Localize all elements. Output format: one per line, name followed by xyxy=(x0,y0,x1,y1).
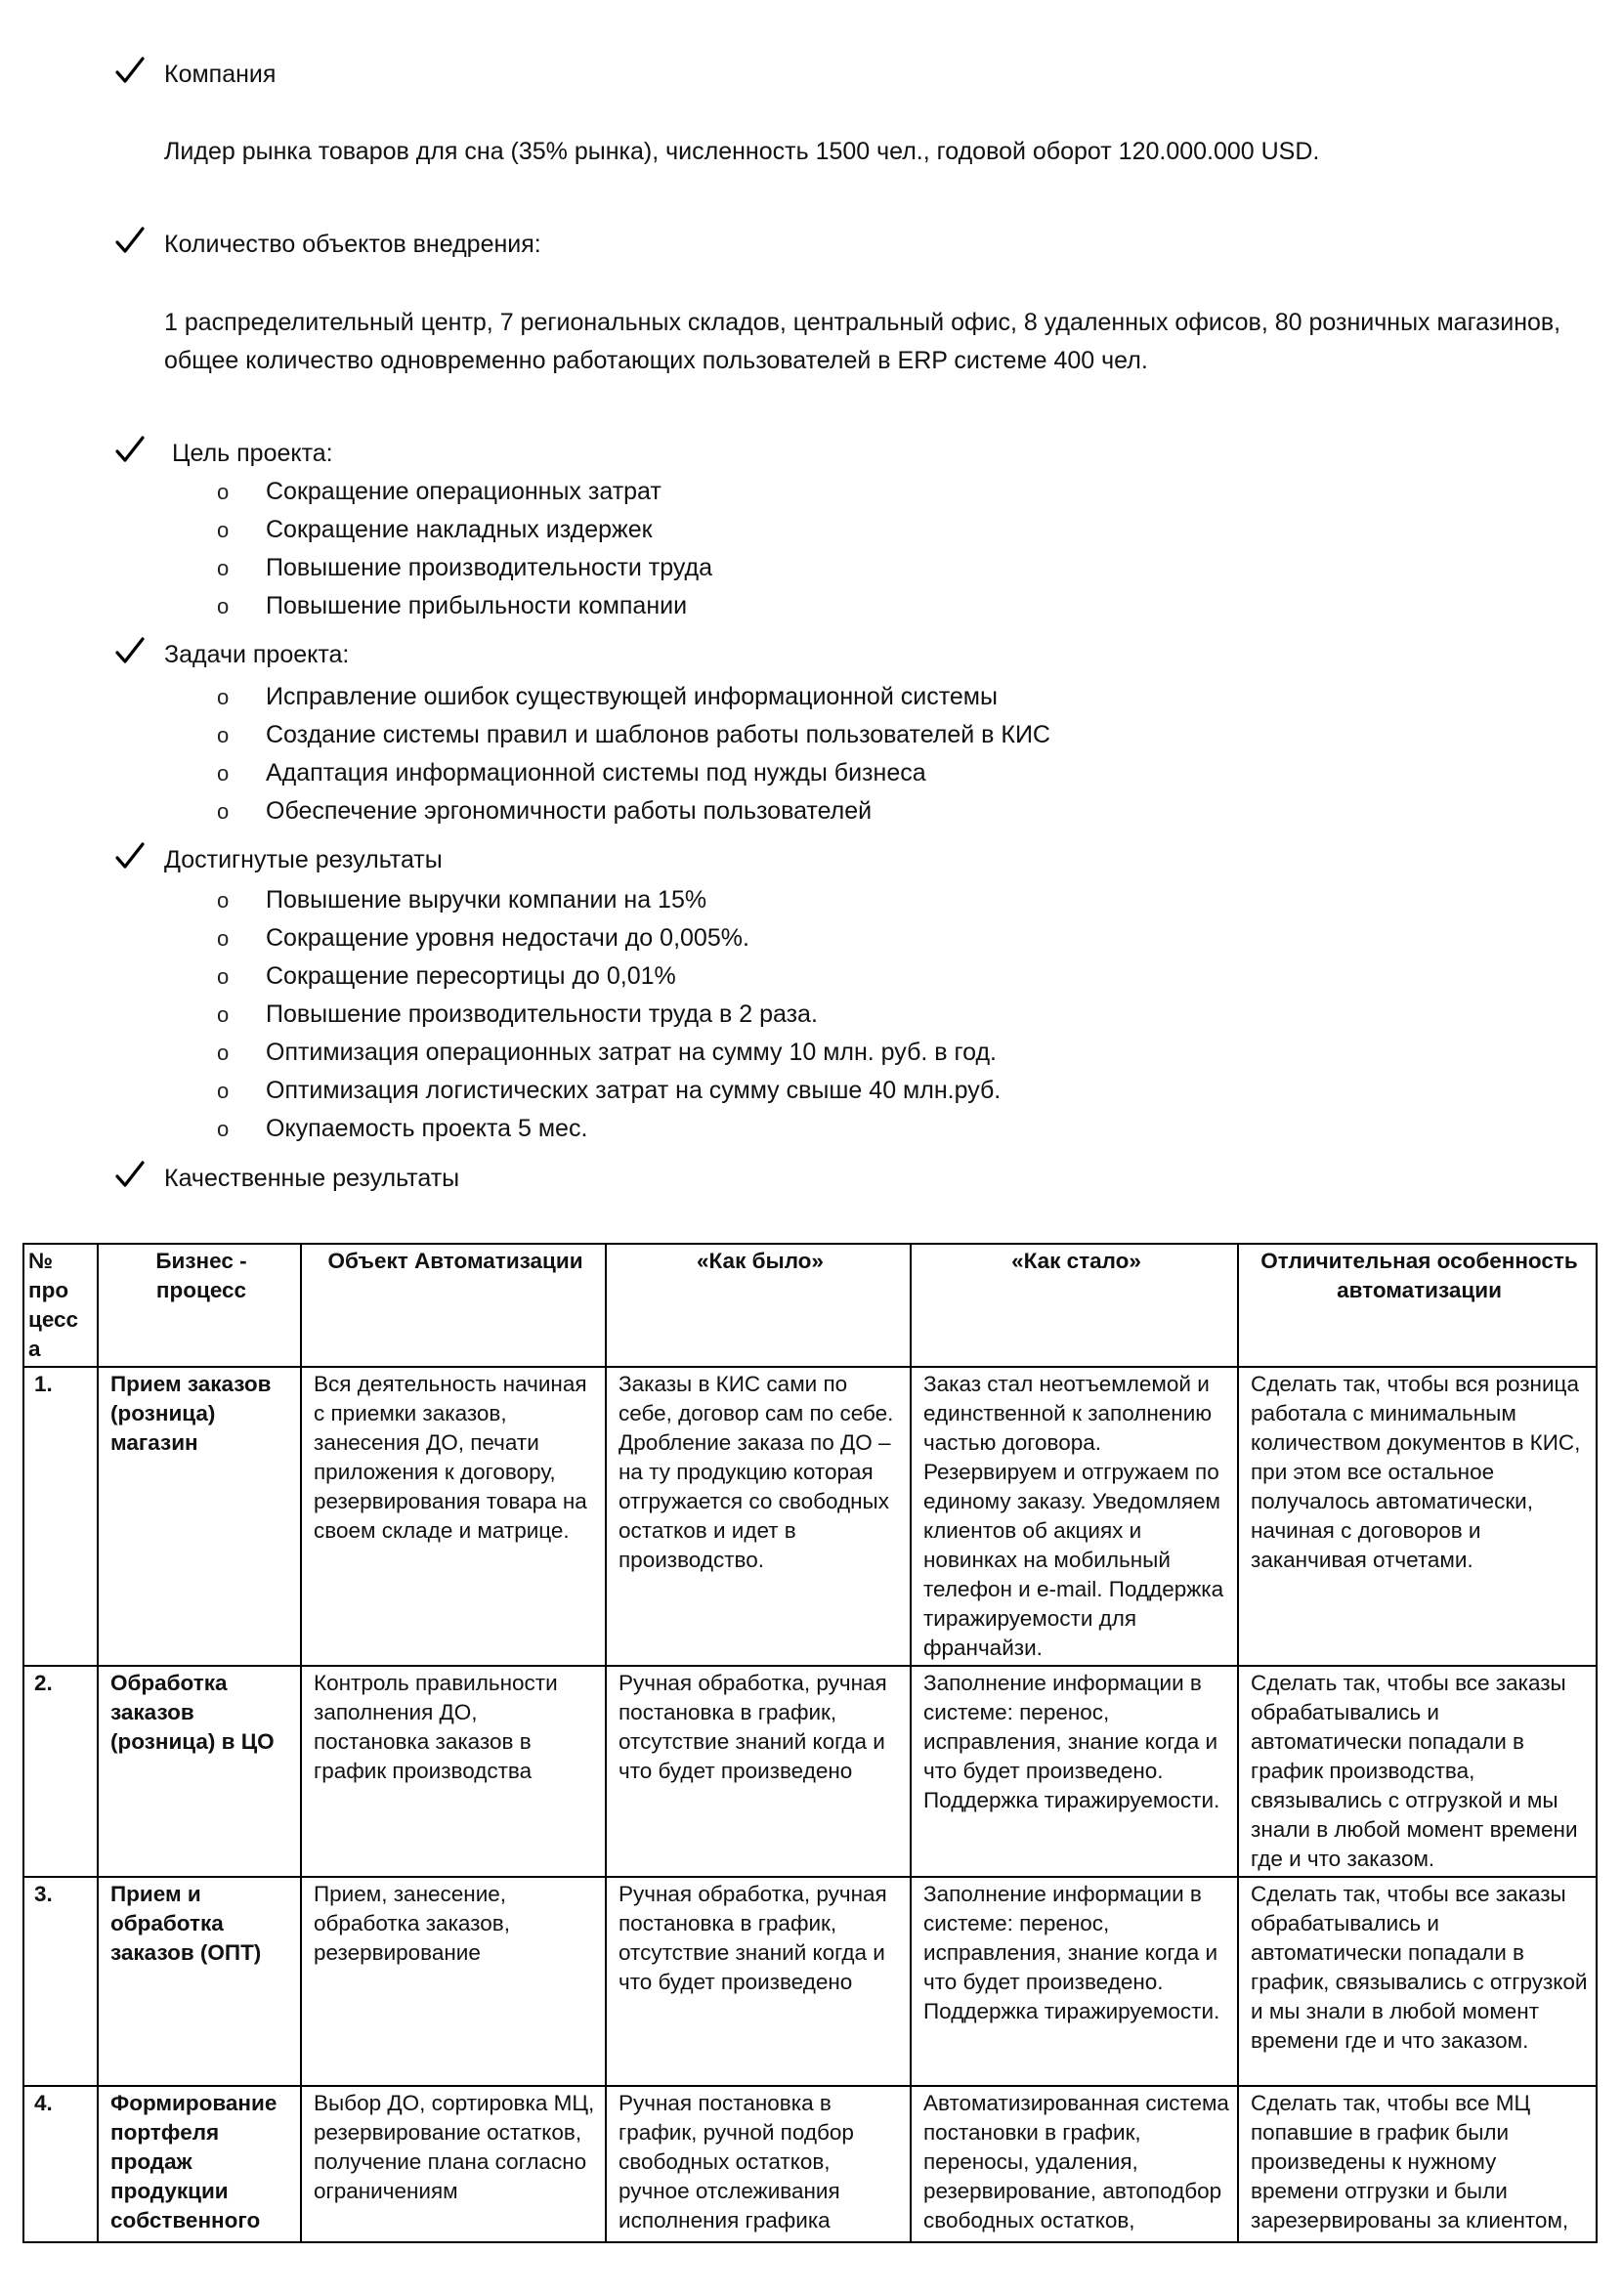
table-row xyxy=(23,1367,1597,1666)
header-distinctive-feature: Отличительная особенность автоматизации xyxy=(1238,1244,1597,1367)
list-item: o Сокращение уровня недостачи до 0,005%. xyxy=(217,919,1001,957)
tasks-list xyxy=(217,678,1050,830)
cell-business-process: Прием и обработка заказов (ОПТ) xyxy=(98,1877,301,2086)
section-title: Цель проекта: xyxy=(172,439,333,467)
cell-automation-object: Выбор ДО, сортировка МЦ, резервирование остатков, получение плана согласно ограничениям xyxy=(301,2086,606,2242)
list-item: o Повышение производительности труда xyxy=(217,549,712,587)
cell-before: Заказы в КИС сами по себе, договор сам по себе. Дробление заказа по ДО – на ту продукцию которая отгружается со свободных остатков и идет в производство. xyxy=(606,1367,911,1666)
cell-after: Заполнение информации в системе: перенос, исправления, знание когда и что будет произведено. Поддержка тиражируемости. xyxy=(911,1666,1238,1877)
bullet-circle-icon: o xyxy=(217,1079,230,1103)
bullet-circle-icon: o xyxy=(217,926,230,951)
bullet-circle-icon: o xyxy=(217,480,230,504)
header-process-number: № про цесс а xyxy=(23,1244,98,1367)
list-item: o Сокращение операционных затрат xyxy=(217,473,712,511)
results-list xyxy=(217,881,1001,1148)
bullet-circle-icon: o xyxy=(217,761,230,786)
section-tasks xyxy=(115,635,349,674)
cell-number: 2. xyxy=(23,1666,98,1877)
list-item: o Сокращение накладных издержек xyxy=(217,511,712,549)
cell-business-process: Прием заказов (розница) магазин xyxy=(98,1367,301,1666)
bullet-circle-icon: o xyxy=(217,594,230,618)
list-item: o Повышение выручки компании на 15% xyxy=(217,881,1001,919)
cell-number: 3. xyxy=(23,1877,98,2086)
list-item: o Обеспечение эргономичности работы пользователей xyxy=(217,792,1050,830)
cell-automation-object: Прием, занесение, обработка заказов, резервирование xyxy=(301,1877,606,2086)
section-quality xyxy=(115,1159,459,1198)
bullet-circle-icon: o xyxy=(217,518,230,542)
objects-line: 1 распределительный центр, 7 региональных складов, центральный офис, 8 удаленных офисов, 80 розничных магазинов, xyxy=(164,309,1561,336)
list-item: o Адаптация информационной системы под нужды бизнеса xyxy=(217,754,1050,792)
cell-distinctive-feature: Сделать так, чтобы все заказы обрабатывались и автоматически попадали в график производства, связывались с отгрузкой и мы знали в любой момент времени где и что заказом. xyxy=(1238,1666,1597,1877)
bullet-circle-icon: o xyxy=(217,1117,230,1141)
table-row xyxy=(23,1877,1597,2086)
bullet-circle-icon: o xyxy=(217,799,230,824)
cell-business-process: Формирование портфеля продаж продукции собственного xyxy=(98,2086,301,2242)
checkmark-icon xyxy=(115,1159,158,1198)
checkmark-icon xyxy=(115,225,158,264)
bullet-circle-icon: o xyxy=(217,1041,230,1065)
bullet-circle-icon: o xyxy=(217,723,230,747)
cell-after: Заказ стал неотъемлемой и единственной к заполнению частью договора. Резервируем и отгружаем по единому заказу. Уведомляем клиентов об акциях и новинках на мобильный телефон и e-mail. Поддержка тиражируемости для франчайзи. xyxy=(911,1367,1238,1666)
header-before: «Как было» xyxy=(606,1244,911,1367)
table-row xyxy=(23,1666,1597,1877)
header-business-process: Бизнес - процесс xyxy=(98,1244,301,1367)
table-header-row xyxy=(23,1244,1597,1367)
objects-description xyxy=(164,304,1571,380)
cell-number: 1. xyxy=(23,1367,98,1666)
header-after: «Как стало» xyxy=(911,1244,1238,1367)
section-title: Компания xyxy=(164,60,277,88)
list-item: o Повышение производительности труда в 2 раза. xyxy=(217,996,1001,1034)
checkmark-icon xyxy=(115,434,158,473)
goal-list xyxy=(217,473,712,625)
section-title: Качественные результаты xyxy=(164,1164,460,1192)
cell-after: Автоматизированная система постановки в график, переносы, удаления, резервирование, автоподбор свободных остатков, xyxy=(911,2086,1238,2242)
cell-before: Ручная обработка, ручная постановка в график, отсутствие знаний когда и что будет произведено xyxy=(606,1877,911,2086)
section-title: Количество объектов внедрения: xyxy=(164,230,541,258)
cell-automation-object: Контроль правильности заполнения ДО, постановка заказов в график производства xyxy=(301,1666,606,1877)
list-item: o Сокращение пересортицы до 0,01% xyxy=(217,957,1001,996)
objects-line: общее количество одновременно работающих пользователей в ERP системе 400 чел. xyxy=(164,347,1148,374)
cell-before: Ручная обработка, ручная постановка в график, отсутствие знаний когда и что будет произведено xyxy=(606,1666,911,1877)
cell-distinctive-feature: Сделать так, чтобы вся розница работала с минимальным количеством документов в КИС, при этом все остальное получалось автоматически, начиная с договоров и заканчивая отчетами. xyxy=(1238,1367,1597,1666)
cell-automation-object: Вся деятельность начиная с приемки заказов, занесения ДО, печати приложения к договору, резервирования товара на своем складе и матрице. xyxy=(301,1367,606,1666)
bullet-circle-icon: o xyxy=(217,964,230,989)
cell-after: Заполнение информации в системе: перенос, исправления, знание когда и что будет произведено. Поддержка тиражируемости. xyxy=(911,1877,1238,2086)
cell-before: Ручная постановка в график, ручной подбор свободных остатков, ручное отслеживания исполнения графика xyxy=(606,2086,911,2242)
section-results xyxy=(115,840,443,879)
list-item: o Исправление ошибок существующей информационной системы xyxy=(217,678,1050,716)
checkmark-icon xyxy=(115,840,158,879)
bullet-circle-icon: o xyxy=(217,685,230,709)
section-objects xyxy=(115,225,541,264)
section-goal xyxy=(115,434,333,473)
cell-distinctive-feature: Сделать так, чтобы все МЦ попавшие в график были произведены к нужному времени отгрузки и были зарезервированы за клиентом, xyxy=(1238,2086,1597,2242)
quality-results-table xyxy=(22,1243,1598,2243)
bullet-circle-icon: o xyxy=(217,888,230,913)
bullet-circle-icon: o xyxy=(217,556,230,580)
list-item: o Создание системы правил и шаблонов работы пользователей в КИС xyxy=(217,716,1050,754)
checkmark-icon xyxy=(115,55,158,94)
list-item: o Оптимизация операционных затрат на сумму 10 млн. руб. в год. xyxy=(217,1034,1001,1072)
header-automation-object: Объект Автоматизации xyxy=(301,1244,606,1367)
cell-number: 4. xyxy=(23,2086,98,2242)
cell-distinctive-feature: Сделать так, чтобы все заказы обрабатывались и автоматически попадали в график, связывались с отгрузкой и мы знали в любой момент времени где и что заказом. xyxy=(1238,1877,1597,2086)
section-title: Достигнутые результаты xyxy=(164,845,443,873)
cell-business-process: Обработка заказов (розница) в ЦО xyxy=(98,1666,301,1877)
list-item: o Оптимизация логистических затрат на сумму свыше 40 млн.руб. xyxy=(217,1072,1001,1110)
section-title: Задачи проекта: xyxy=(164,640,350,668)
table-row xyxy=(23,2086,1597,2242)
checkmark-icon xyxy=(115,635,158,674)
bullet-circle-icon: o xyxy=(217,1002,230,1027)
list-item: o Повышение прибыльности компании xyxy=(217,587,712,625)
company-description: Лидер рынка товаров для сна (35% рынка), численность 1500 чел., годовой оборот 120.000.000 USD. xyxy=(164,138,1320,165)
section-company xyxy=(115,55,276,94)
list-item: o Окупаемость проекта 5 мес. xyxy=(217,1110,1001,1148)
